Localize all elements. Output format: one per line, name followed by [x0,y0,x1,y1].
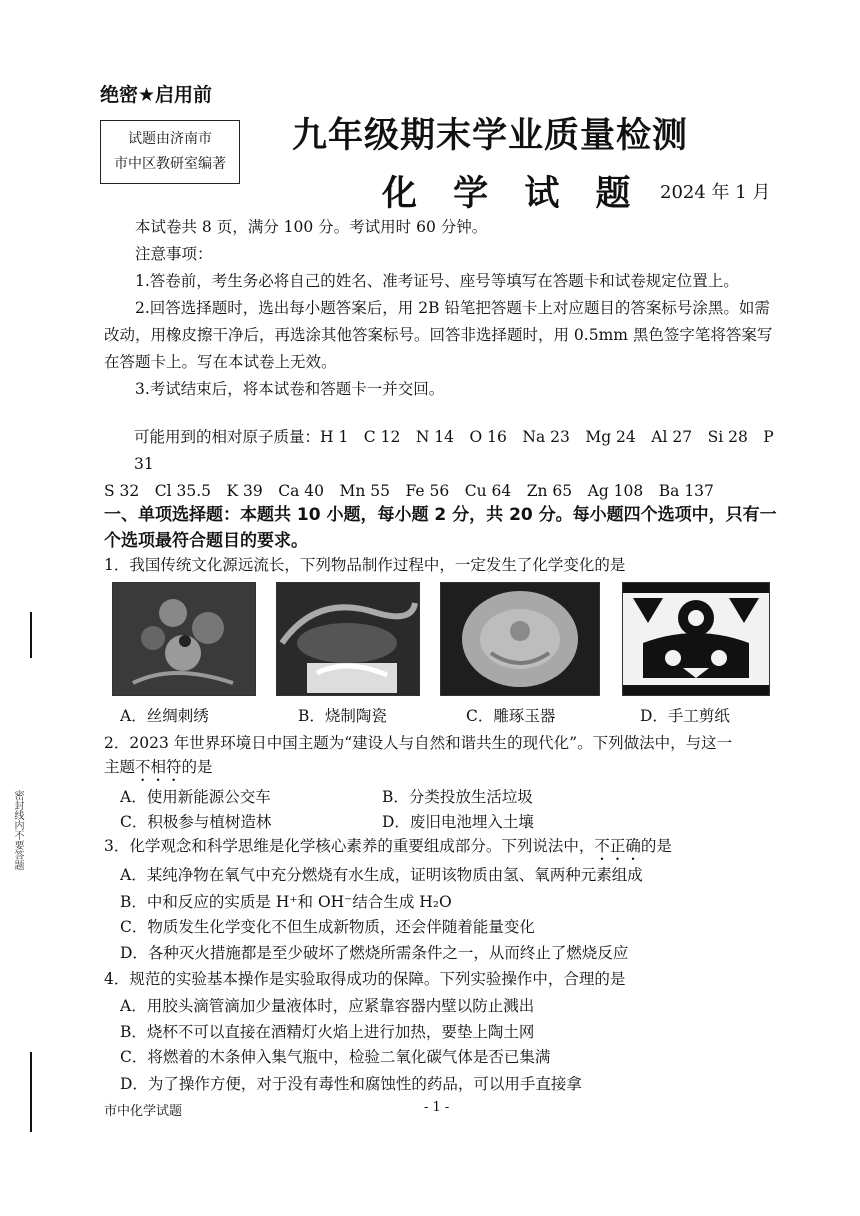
q1-option-a: A．丝绸刺绣 [120,707,209,725]
margin-seal-line-bottom [30,1052,32,1132]
embroidery-image [112,582,256,696]
q2-option-c: C．积极参与植树造林 [120,813,272,831]
q2-option-d: D．废旧电池埋入土壤 [382,813,534,831]
exam-title: 九年级期末学业质量检测 [292,116,689,156]
notice-item-1: 1.答卷前，考生务必将自己的姓名、准考证号、座号等填写在答题卡和试卷规定位置上。 [135,272,739,290]
notice-heading: 注意事项： [135,245,213,263]
q2-stem-post: 的是 [181,758,213,776]
q3-option-c: C．物质发生化学变化不但生成新物质，还会伴随着能量变化 [120,918,535,936]
stamp-line-2: 市中区教研室编著 [114,156,226,172]
q4-option-b: B．烧杯不可以直接在酒精灯火焰上进行加热，要垫上陶土网 [120,1023,535,1041]
question-4-stem: 4．规范的实验基本操作是实验取得成功的保障。下列实验操作中，合理的是 [104,970,626,988]
q2-stem-pre: 主题 [104,758,136,776]
exam-subtitle: 化 学 试 题 [382,174,643,214]
q3-option-b: B．中和反应的实质是 H⁺和 OH⁻结合生成 H₂O [120,893,452,911]
q3-option-a: A．某纯净物在氧气中充分燃烧有水生成，证明该物质由氢、氧两种元素组成 [120,866,643,884]
q3-emphasis: 不正确 [594,837,641,855]
exam-date: 2024 年 1 月 [660,182,771,203]
notice-item-3: 3.考试结束后，将本试卷和答题卡一并交回。 [135,380,445,398]
section-1-title: 一、单项选择题：本题共 10 小题，每小题 2 分，共 20 分。每小题四个选项中，只有一个选项最符合题目的要求。 [104,505,777,551]
question-2-stem-cont [104,754,794,785]
margin-seal-line-top [30,612,32,658]
q2-option-a: A．使用新能源公交车 [120,788,271,806]
q4-option-a: A．用胶头滴管滴加少量液体时，应紧靠容器内壁以防止溅出 [120,997,535,1015]
question-1-stem: 1．我国传统文化源远流长，下列物品制作过程中，一定发生了化学变化的是 [104,556,626,574]
q4-option-c: C．将燃着的木条伸入集气瓶中，检验二氧化碳气体是否已集满 [120,1048,551,1066]
atomic-masses-line-1: 可能用到的相对原子质量：H 1 C 12 N 14 O 16 Na 23 Mg 24 Al 27 Si 28 P 31 [134,428,774,473]
paper-info: 本试卷共 8 页，满分 100 分。考试用时 60 分钟。 [135,218,488,236]
atomic-masses [104,424,794,505]
margin-seal-text: 密封线内不要答题 [12,790,23,870]
stamp-line-1: 试题由济南市 [128,131,212,147]
q3-stem-post: 的是 [640,837,672,855]
q4-option-d: D．为了操作方便，对于没有毒性和腐蚀性的药品，可以用手直接拿 [120,1075,582,1093]
q1-option-d: D．手工剪纸 [640,707,730,725]
page-number: - 1 - [424,1100,450,1115]
footer-label: 市中化学试题 [104,1104,183,1119]
atomic-masses-line-2: S 32 Cl 35.5 K 39 Ca 40 Mn 55 Fe 56 Cu 64 Zn 65 Ag 108 Ba 137 [104,482,714,500]
instructions [104,214,784,403]
paper-cutting-image [622,582,770,696]
q1-option-c: C．雕琢玉器 [466,707,556,725]
q2-option-b: B．分类投放生活垃圾 [382,788,533,806]
q1-option-b: B．烧制陶瓷 [298,707,387,725]
question-3-stem [104,833,794,864]
q3-option-d: D．各种灭火措施都是至少破坏了燃烧所需条件之一，从而终止了燃烧反应 [120,944,629,962]
q2-emphasis: 不相符 [135,758,182,776]
confidential-label: 绝密★启用前 [100,84,213,106]
ceramic-kiln-image [276,582,420,696]
notice-item-2: 2.回答选择题时，选出每小题答案后，用 2B 铅笔把答题卡上对应题目的答案标号涂黑。如需改动，用橡皮擦干净后，再选涂其他答案标号。回答非选择题时，用 0.5mm 黑色签字笔将答案写在答题卡上。写在本试卷上无效。 [104,299,773,371]
author-stamp [100,120,240,184]
q3-stem-pre: 3．化学观念和科学思维是化学核心素养的重要组成部分。下列说法中， [104,837,595,855]
jade-carving-image [440,582,600,696]
question-2-stem: 2．2023 年世界环境日中国主题为“建设人与自然和谐共生的现代化”。下列做法中，与这一 [104,734,733,752]
